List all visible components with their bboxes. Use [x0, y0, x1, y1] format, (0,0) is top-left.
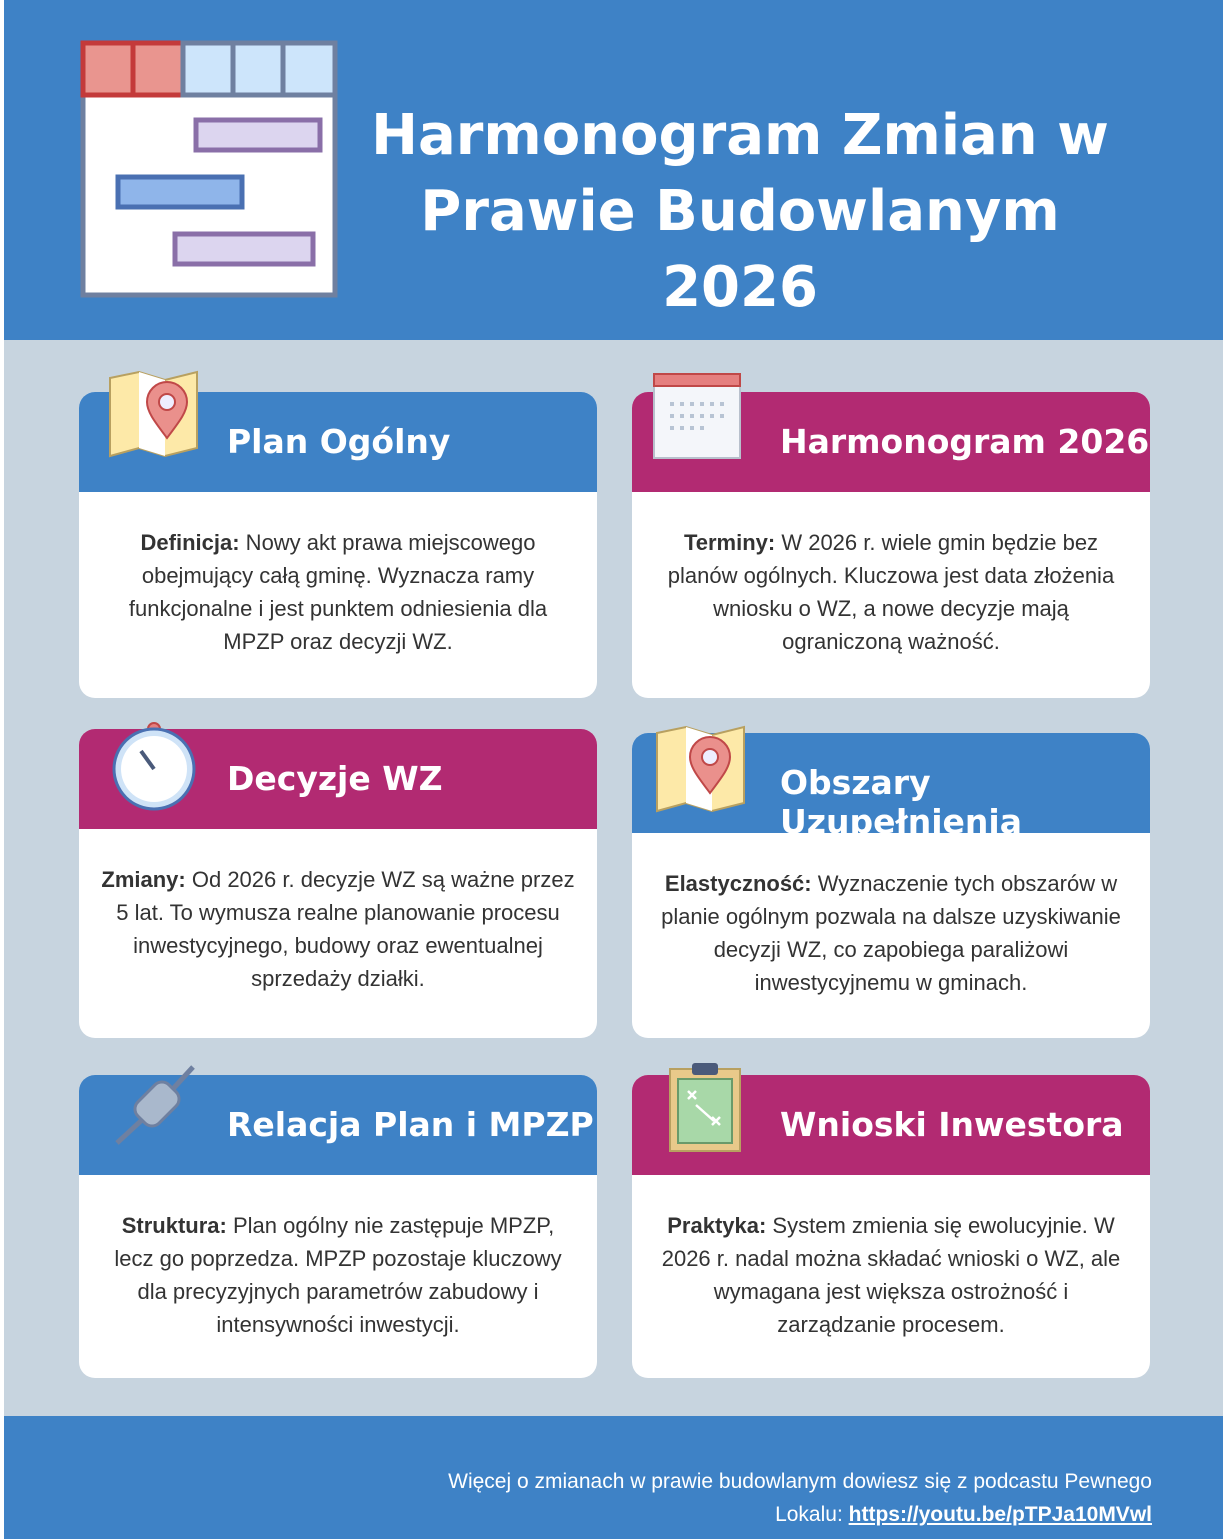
card-body [632, 1175, 1150, 1341]
card-title: Wnioski Inwestora [780, 1105, 1124, 1144]
card-body [79, 1175, 597, 1341]
card-text: W 2026 r. wiele gmin będzie bez planów ogólnych. Kluczowa jest data złożenia wniosku o WZ, a nowe decyzje mają ograniczoną ważność. [667, 530, 1115, 654]
card-relacja-plan-mpzp [79, 1075, 597, 1378]
card-label: Terminy: [683, 530, 776, 555]
card-decyzje-wz [79, 729, 597, 1038]
gantt-chart-icon [80, 40, 338, 298]
card-body [79, 492, 597, 658]
card-title: Plan Ogólny [227, 422, 451, 461]
footer-text: Więcej o zmianach w prawie budowlanym dowiesz się z podcastu Pewnego [448, 1470, 1152, 1493]
card-body [632, 492, 1150, 658]
card-header [79, 392, 597, 492]
page-title: Harmonogram Zmian w Prawie Budowlanym 2026 [371, 103, 1109, 320]
card-wnioski-inwestora [632, 1075, 1150, 1378]
podcast-link[interactable]: https://youtu.be/pTPJa10MVwl [848, 1503, 1152, 1526]
footer-note: Więcej o zmianach w prawie budowlanym dowiesz się z podcastu Pewnego Lokalu: https://youtu.be/pTPJa10MVwl [448, 1470, 1152, 1526]
card-obszary-uzupelnienia [632, 733, 1150, 1038]
card-header [632, 1075, 1150, 1175]
card-header [79, 1075, 597, 1175]
clipboard-strategy-icon [668, 1061, 742, 1153]
calendar-icon [652, 372, 742, 462]
card-harmonogram-2026 [632, 392, 1150, 698]
card-plan-ogolny [79, 392, 597, 698]
card-body [632, 833, 1150, 999]
card-header [632, 392, 1150, 492]
card-text: Wyznaczenie tych obszarów w planie ogólnym pozwala na dalsze uzyskiwanie decyzji WZ, co zapobiega paraliżowi inwestycyjnemu w gminach. [661, 871, 1121, 995]
card-title: Decyzje WZ [227, 759, 443, 798]
stopwatch-icon [111, 721, 199, 811]
map-pin-icon [654, 725, 749, 815]
map-pin-icon [107, 370, 202, 460]
card-label: Zmiany: [101, 867, 186, 892]
card-title: Obszary Uzupełnienia [780, 763, 1023, 841]
plug-icon [113, 1063, 199, 1149]
card-label: Definicja: [140, 530, 240, 555]
card-label: Praktyka: [667, 1213, 767, 1238]
card-text: Plan ogólny nie zastępuje MPZP, lecz go poprzedza. MPZP pozostaje kluczowy dla precyzyjnych parametrów zabudowy i intensywności inwestycji. [114, 1213, 562, 1337]
card-title: Harmonogram 2026 [780, 422, 1150, 461]
card-text: Nowy akt prawa miejscowego obejmujący całą gminę. Wyznacza ramy funkcjonalne i jest punktem odniesienia dla MPZP oraz decyzji WZ. [128, 530, 548, 654]
card-header [79, 729, 597, 829]
card-body [79, 829, 597, 995]
card-text: Od 2026 r. decyzje WZ są ważne przez 5 lat. To wymusza realne planowanie procesu inwestycyjnego, budowy oraz ewentualnej sprzedaży działki. [116, 867, 575, 991]
card-label: Elastyczność: [664, 871, 812, 896]
card-text: System zmienia się ewolucyjnie. W 2026 r. nadal można składać wnioski o WZ, ale wymagana jest większa ostrożność i zarządzanie procesem. [661, 1213, 1121, 1337]
card-label: Struktura: [121, 1213, 227, 1238]
card-header [632, 733, 1150, 841]
card-title: Relacja Plan i MPZP [227, 1105, 594, 1144]
